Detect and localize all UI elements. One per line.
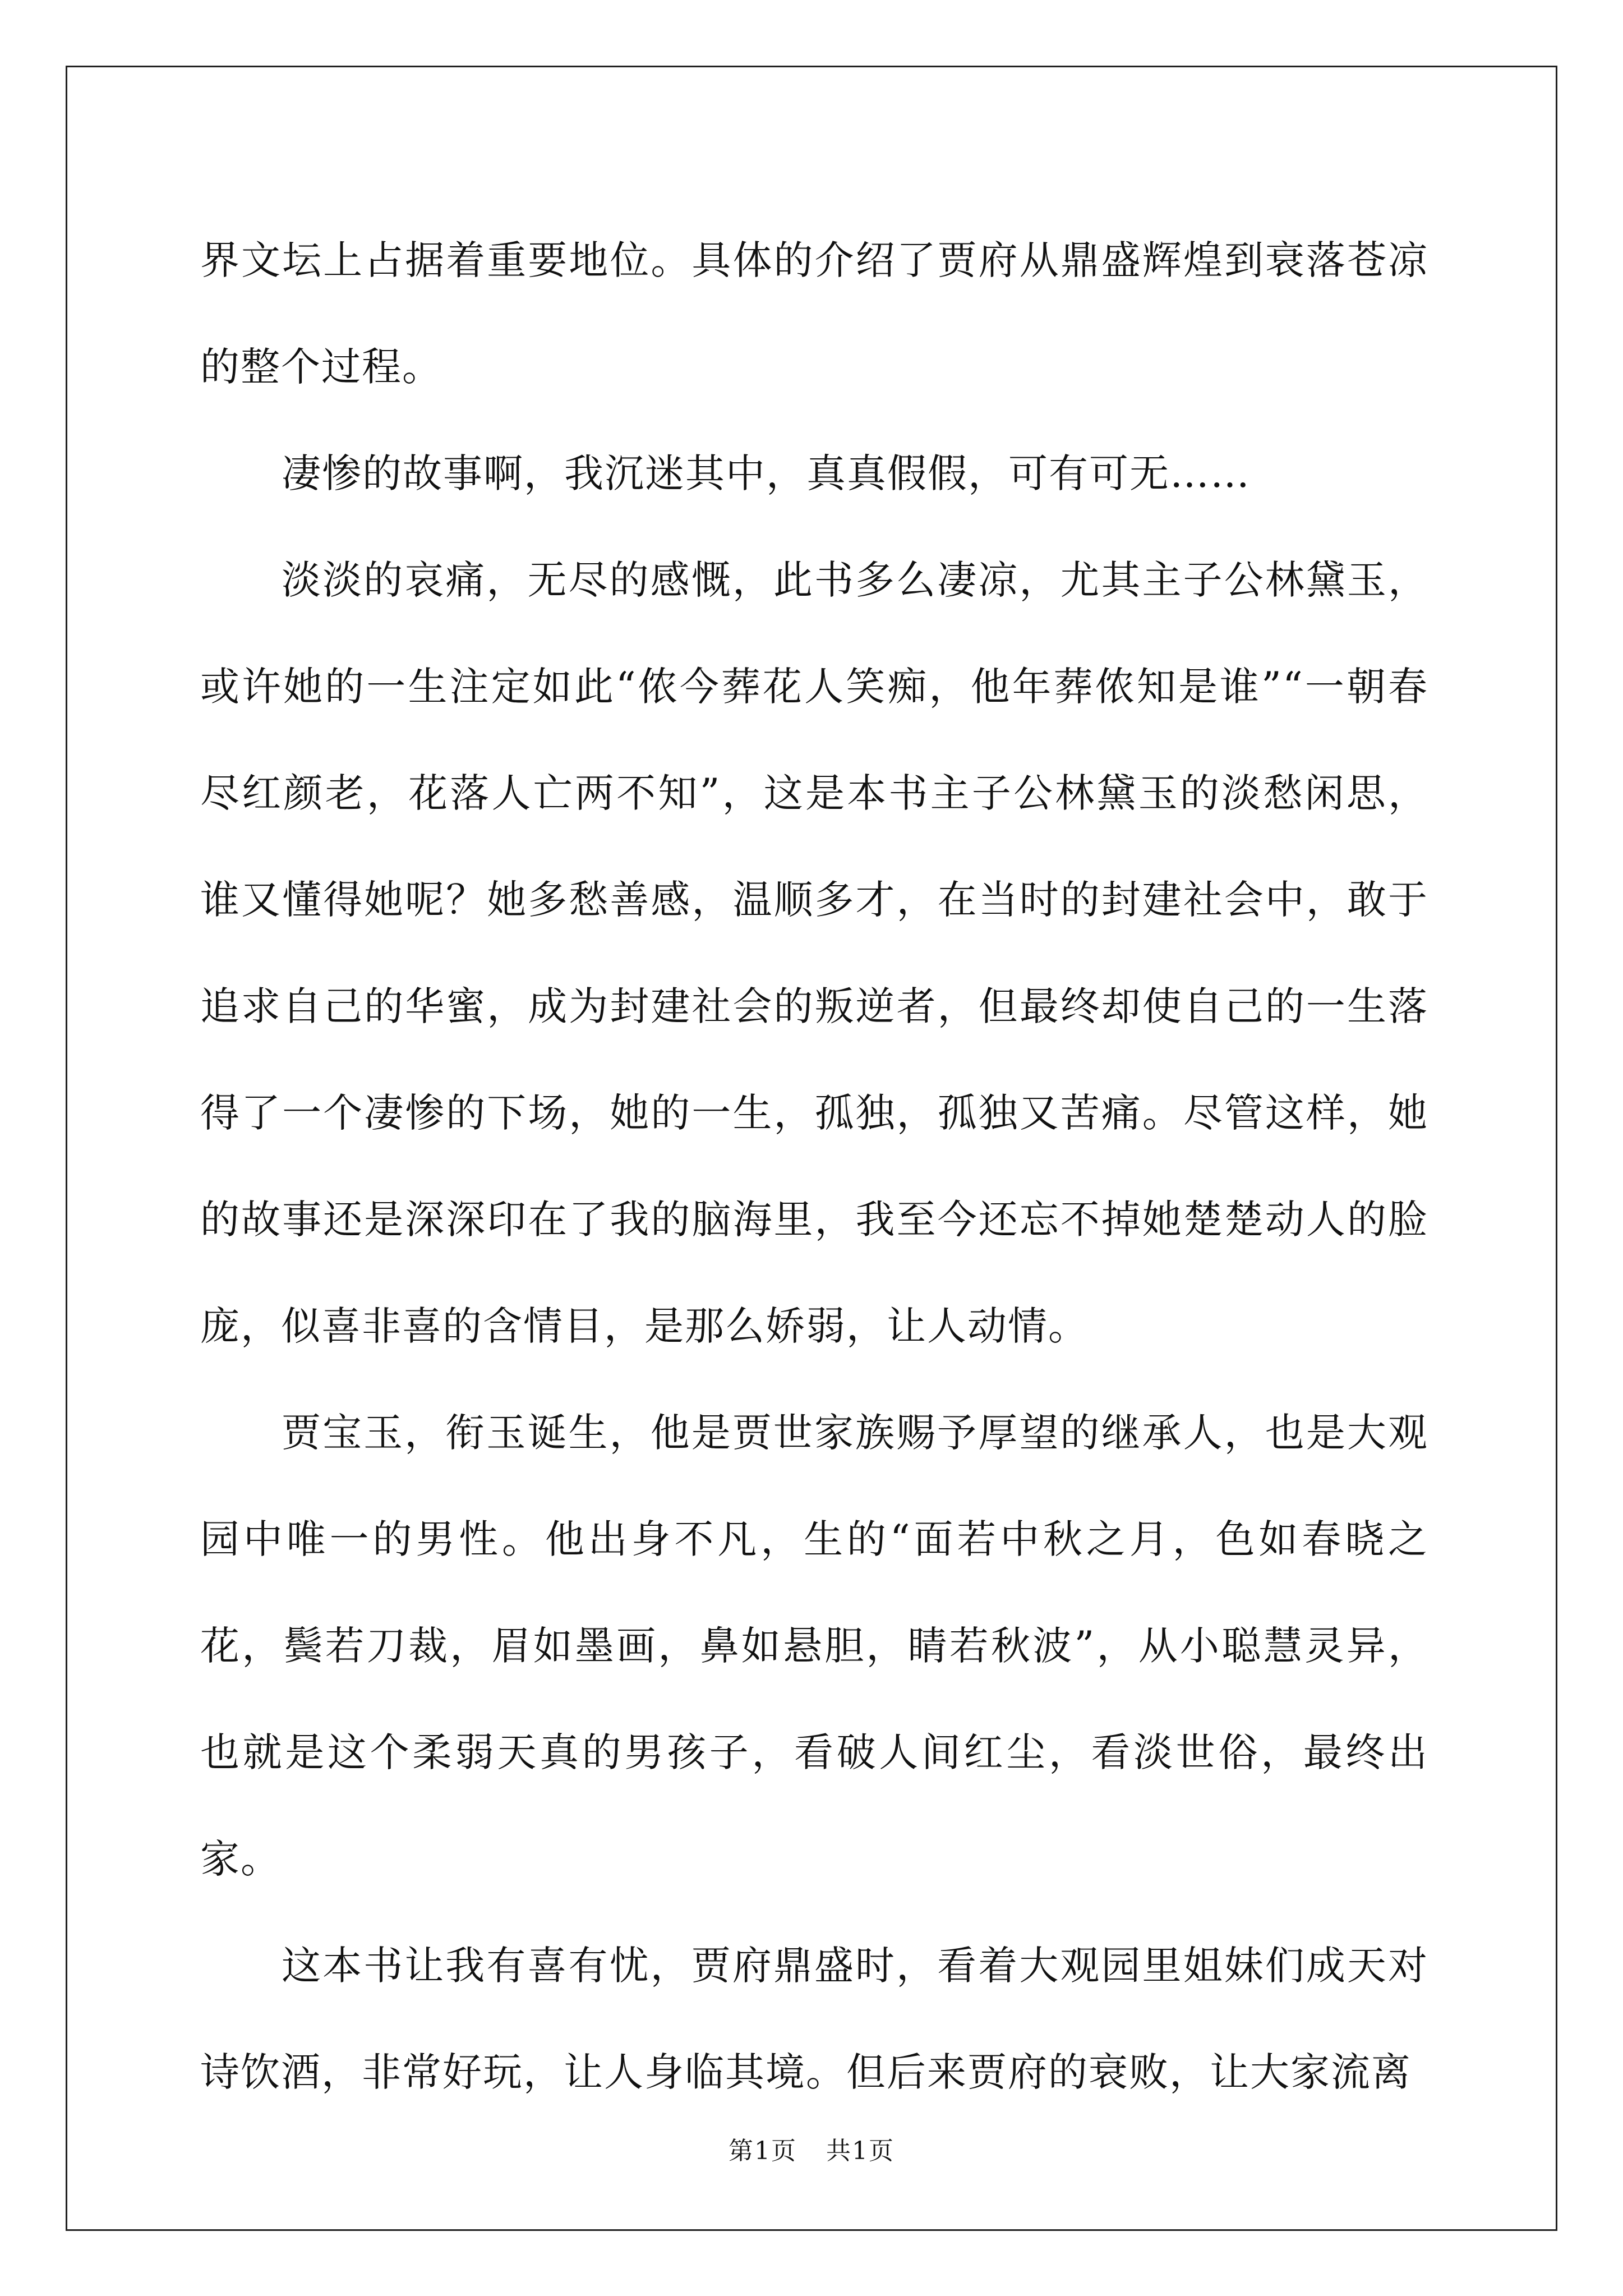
- document-body: [200, 207, 1428, 2125]
- page-number: 第1页: [728, 2137, 797, 2165]
- paragraph: 贾宝玉，衔玉诞生，他是贾世家族赐予厚望的继承人，也是大观园中唯一的男性。他出身不凡，生的“面若中秋之月，色如春晓之花，鬓若刀裁，眉如墨画，鼻如悬胆，睛若秋波”，从小聪慧灵异，也就是这个柔弱天真的男孩子，看破人间红尘，看淡世俗，最终出家。: [200, 1410, 1428, 1882]
- page-footer: [0, 2134, 1623, 2168]
- paragraph: 凄惨的故事啊，我沉迷其中，真真假假，可有可无……: [282, 450, 1251, 496]
- paragraph: 这本书让我有喜有忧，贾府鼎盛时，看着大观园里姐妹们成天对诗饮酒，非常好玩，让人身临其境。但后来贾府的衰败，让大家流离: [200, 1943, 1428, 2095]
- paragraph-continuation: 界文坛上占据着重要地位。具体的介绍了贾府从鼎盛辉煌到衰落苍凉的整个过程。: [200, 237, 1428, 390]
- paragraph: 淡淡的哀痛，无尽的感慨，此书多么凄凉，尤其主子公林黛玉，或许她的一生注定如此“侬今葬花人笑痴，他年葬侬知是谁”“一朝春尽红颜老，花落人亡两不知”，这是本书主子公林黛玉的淡愁闲思，谁又懂得她呢？她多愁善感，温顺多才，在当时的封建社会中，敢于追求自己的华蜜，成为封建社会的叛逆者，但最终却使自己的一生落得了一个凄惨的下场，她的一生，孤独，孤独又苦痛。尽管这样，她的故事还是深深印在了我的脑海里，我至今还忘不掉她楚楚动人的脸庞，似喜非喜的含情目，是那么娇弱，让人动情。: [200, 557, 1428, 1349]
- page-total: 共1页: [826, 2137, 895, 2165]
